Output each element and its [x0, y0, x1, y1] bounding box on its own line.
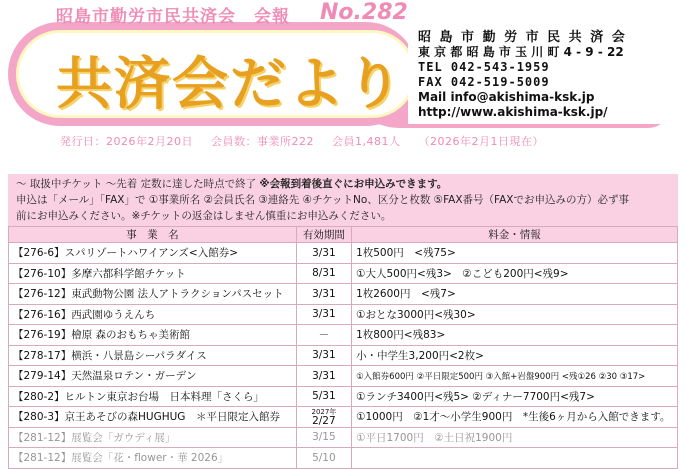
ticket-name: 【281-12】展覧会「ガウディ展」 — [9, 427, 297, 448]
contact-address: 東 京 都 昭 島 市 玉 川 町 4 - 9 - 22 — [418, 45, 624, 59]
ticket-price-info: 1枚800円<残83> — [352, 325, 678, 346]
table-row — [9, 366, 678, 387]
notice-line-1-text: ～ 取扱中チケット ～先着 定数に達した時点で終了 — [16, 178, 257, 190]
ticket-price-info: ①大人500円<残3> ②こども200円<残9> — [352, 263, 678, 284]
header-price-info: 料金・情報 — [352, 227, 678, 243]
notice-line-3: 前にお申込みください。※チケットの返金はしません慎重にお申込みください。 — [16, 210, 392, 222]
table-row — [9, 284, 678, 305]
header-event-name: 事 業 名 — [9, 227, 297, 243]
ticket-name: 【280-2】ヒルトン東京お台場 日本料理「さくら」 — [9, 386, 297, 407]
ticket-price-info: ①1000円 ②1才～小学生900円 *生後6ヶ月から入館できます。 — [352, 407, 678, 428]
ticket-table-body — [9, 243, 678, 469]
contact-url: http://www.akishima-ksk.jp/ — [418, 105, 608, 119]
as-of-date: （2026年2月1日現在） — [418, 135, 544, 148]
ticket-valid-date: 3/31 — [296, 304, 351, 325]
contact-mail: Mail info@akishima-ksk.jp — [418, 90, 595, 104]
issue-info-bar — [60, 133, 558, 149]
notice-line-2: 申込は「メール」「FAX」で ①事業所名 ②会員氏名 ③連絡先 ④チケットNo、区分と枚数 ⑤FAX番号（FAXでお申込みの方）必ず事 — [16, 194, 629, 206]
ticket-valid-date — [296, 407, 351, 428]
ticket-valid-date: 3/15 — [296, 427, 351, 448]
table-row — [9, 345, 678, 366]
ticket-name: 【280-3】京王あそびの森HUGHUG ＊平日限定入館券 — [9, 407, 297, 428]
ticket-price-info: 1枚2600円 <残7> — [352, 284, 678, 305]
ticket-price-info: ①おとな3000円<残30> — [352, 304, 678, 325]
ticket-valid-date: 3/31 — [296, 243, 351, 264]
ticket-name: 【276-6】スパリゾートハワイアンズ<入館券> — [9, 243, 297, 264]
ticket-name: 【279-14】天然温泉ロテン・ガーデン — [9, 366, 297, 387]
header-valid-period: 有効期間 — [296, 227, 351, 243]
table-row — [9, 448, 678, 469]
ticket-valid-day: 2/27 — [312, 414, 336, 427]
ticket-name: 【276-16】西武園ゆうえんち — [9, 304, 297, 325]
table-row — [9, 427, 678, 448]
ticket-valid-date: 3/31 — [296, 284, 351, 305]
ticket-name: 【276-19】檜原 森のおもちゃ美術館 — [9, 325, 297, 346]
ticket-name: 【281-12】展覧会「花・flower・華 2026」 — [9, 448, 297, 469]
contact-org-name: 昭 島 市 勤 労 市 民 共 済 会 — [418, 30, 627, 45]
notice-line-1 — [16, 176, 670, 192]
ticket-price-info: ①ランチ3400円<残5> ②ディナー7700円<残7> — [352, 386, 678, 407]
table-header-row — [9, 227, 678, 243]
ticket-valid-date: 8/31 — [296, 263, 351, 284]
issue-number: No.282 — [320, 0, 408, 25]
issue-date: 発行日：2026年2月20日 — [60, 135, 193, 148]
newsletter-header — [0, 0, 686, 148]
table-row — [9, 243, 678, 264]
notice-line-1-emphasis: ※会報到着後直ぐにお申込みできます。 — [259, 178, 448, 190]
ticket-name: 【278-17】横浜・八景島シーパラダイス — [9, 345, 297, 366]
table-row — [9, 407, 678, 428]
ticket-notice — [8, 174, 678, 226]
table-row — [9, 304, 678, 325]
member-count-persons: 会員1,481人 — [332, 135, 401, 148]
contact-fax: FAX 042-519-5009 — [418, 75, 550, 89]
table-row — [9, 386, 678, 407]
contact-tel: TEL 042-543-1959 — [418, 60, 550, 74]
ticket-price-info: ①平日1700円 ②土日祝1900円 — [352, 427, 678, 448]
table-row — [9, 263, 678, 284]
main-title: 共済会だより — [56, 52, 404, 117]
ticket-price-info: ①入館券600円 ②平日限定500円 ③入館+岩盤900円 <残①26 ②30 ③17> — [352, 366, 678, 387]
date-stack — [301, 408, 347, 426]
ticket-valid-date: － — [296, 325, 351, 346]
member-count-companies: 会員数：事業所222 — [211, 135, 314, 148]
org-top-title: 昭島市勤労市民共済会 会報 — [56, 7, 290, 27]
ticket-valid-year: 2027年 — [311, 407, 337, 416]
ticket-name: 【276-10】多摩六都科学館チケット — [9, 263, 297, 284]
ticket-valid-date: 3/31 — [296, 366, 351, 387]
ticket-price-info: 小・中学生3,200円<2枚> — [352, 345, 678, 366]
ticket-valid-date: 3/31 — [296, 345, 351, 366]
ticket-name: 【276-12】東武動物公園 法人アトラクションパスセット — [9, 284, 297, 305]
ticket-price-info — [352, 448, 678, 469]
table-row — [9, 325, 678, 346]
contact-box — [408, 28, 676, 124]
ticket-valid-date: 5/31 — [296, 386, 351, 407]
ticket-valid-date: 5/10 — [296, 448, 351, 469]
ticket-price-info: 1枚500円 <残75> — [352, 243, 678, 264]
ticket-table — [8, 226, 678, 469]
